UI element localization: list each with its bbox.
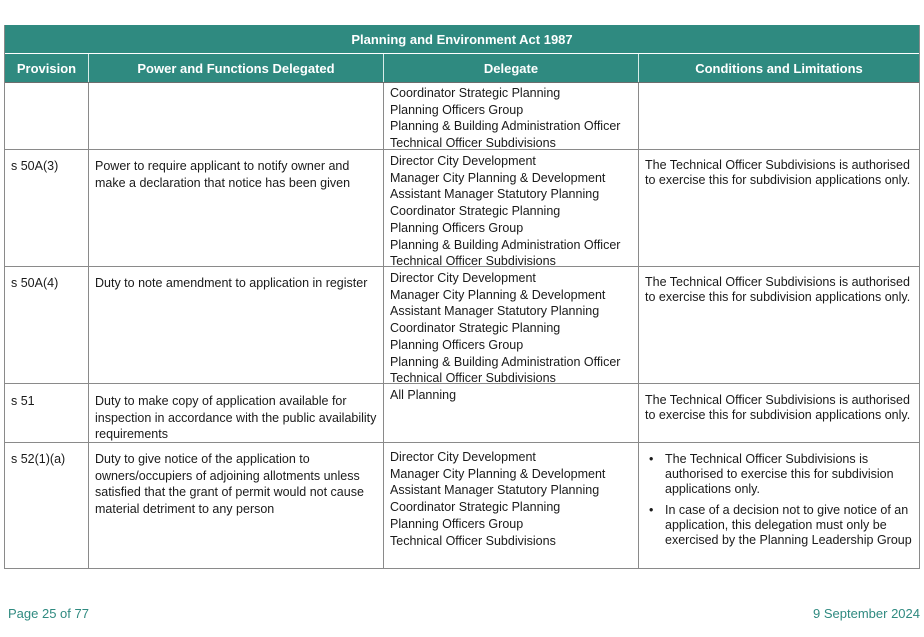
- delegate-item: Planning & Building Administration Officer: [390, 119, 621, 134]
- power-cell: Power to require applicant to notify owner and make a declaration that notice has been given: [88, 150, 383, 266]
- delegate-item: Technical Officer Subdivisions: [390, 254, 556, 269]
- condition-text: In case of a decision not to give notice of an application, this delegation must only be exercised by the Planning Leadership Group: [665, 503, 912, 547]
- delegate-item: Coordinator Strategic Planning: [390, 321, 561, 336]
- delegate-item: Planning & Building Administration Officer: [390, 354, 621, 369]
- delegation-table: [4, 25, 920, 569]
- delegate-item: Assistant Manager Statutory Planning: [390, 304, 600, 319]
- delegate-item: Technical Officer Subdivisions: [390, 371, 556, 386]
- list-item: [645, 452, 915, 497]
- conditions-cell: The Technical Officer Subdivisions is authorised to exercise this for subdivision applications only.: [638, 267, 919, 383]
- delegate-item: Manager City Planning & Development: [390, 466, 606, 481]
- delegate-item: Manager City Planning & Development: [390, 287, 606, 302]
- provision-cell: [5, 83, 88, 149]
- table-title: Planning and Environment Act 1987: [5, 25, 919, 54]
- delegate-item: Coordinator Strategic Planning: [390, 86, 561, 100]
- header-delegate: Delegate: [383, 54, 638, 82]
- conditions-cell: The Technical Officer Subdivisions is authorised to exercise this for subdivision applications only.: [638, 384, 919, 442]
- delegate-item: Planning Officers Group: [390, 516, 524, 531]
- delegate-cell: [383, 150, 638, 269]
- table-row: [5, 267, 919, 384]
- provision-cell: s 50A(3): [11, 159, 59, 173]
- delegate-cell: [383, 267, 638, 386]
- delegate-cell: [383, 443, 638, 568]
- delegate-item: Planning & Building Administration Officer: [390, 237, 621, 252]
- power-cell: Duty to make copy of application available for inspection in accordance with the public availability requirements: [88, 384, 383, 442]
- delegate-item: Assistant Manager Statutory Planning: [390, 187, 600, 202]
- delegate-item: Director City Development: [390, 154, 536, 168]
- header-conditions: Conditions and Limitations: [638, 54, 919, 82]
- table-row: [5, 384, 919, 443]
- delegate-item: Planning Officers Group: [390, 220, 524, 235]
- delegate-item: Manager City Planning & Development: [390, 170, 606, 185]
- delegate-cell: [383, 384, 638, 442]
- provision-cell: s 52(1)(a): [11, 452, 66, 466]
- list-item: [645, 503, 915, 548]
- table-row: [5, 83, 919, 150]
- delegate-item: Director City Development: [390, 450, 536, 464]
- header-power: Power and Functions Delegated: [88, 54, 383, 82]
- condition-text: The Technical Officer Subdivisions is authorised to exercise this for subdivision applications only.: [665, 452, 894, 496]
- delegate-item: Coordinator Strategic Planning: [390, 500, 561, 515]
- delegate-item: All Planning: [390, 388, 457, 402]
- provision-cell: s 50A(4): [11, 276, 59, 290]
- footer-date: 9 September 2024: [813, 606, 920, 621]
- delegate-item: Assistant Manager Statutory Planning: [390, 483, 600, 498]
- conditions-cell: [638, 83, 919, 149]
- table-row: [5, 443, 919, 569]
- delegate-item: Director City Development: [390, 271, 536, 285]
- delegate-cell: [383, 83, 638, 149]
- table-row: [5, 150, 919, 267]
- bullet-icon: •: [649, 452, 654, 466]
- power-cell: [88, 83, 383, 149]
- conditions-cell: The Technical Officer Subdivisions is authorised to exercise this for subdivision applications only.: [638, 150, 919, 266]
- conditions-cell: [638, 443, 919, 568]
- delegate-item: Planning Officers Group: [390, 102, 524, 117]
- delegate-item: Technical Officer Subdivisions: [390, 533, 556, 548]
- bullet-icon: •: [649, 503, 654, 517]
- power-cell: Duty to give notice of the application to owners/occupiers of adjoining allotments unless satisfied that the grant of permit would not cause material detriment to any person: [88, 443, 383, 568]
- page-number: Page 25 of 77: [8, 606, 89, 621]
- table-header-row: [5, 54, 919, 83]
- delegate-item: Planning Officers Group: [390, 337, 524, 352]
- header-provision: Provision: [16, 60, 77, 76]
- conditions-list: [645, 452, 915, 548]
- power-cell: Duty to note amendment to application in register: [88, 267, 383, 383]
- delegate-item: Technical Officer Subdivisions: [390, 136, 556, 151]
- provision-cell: s 51: [11, 394, 35, 408]
- delegate-item: Coordinator Strategic Planning: [390, 204, 561, 219]
